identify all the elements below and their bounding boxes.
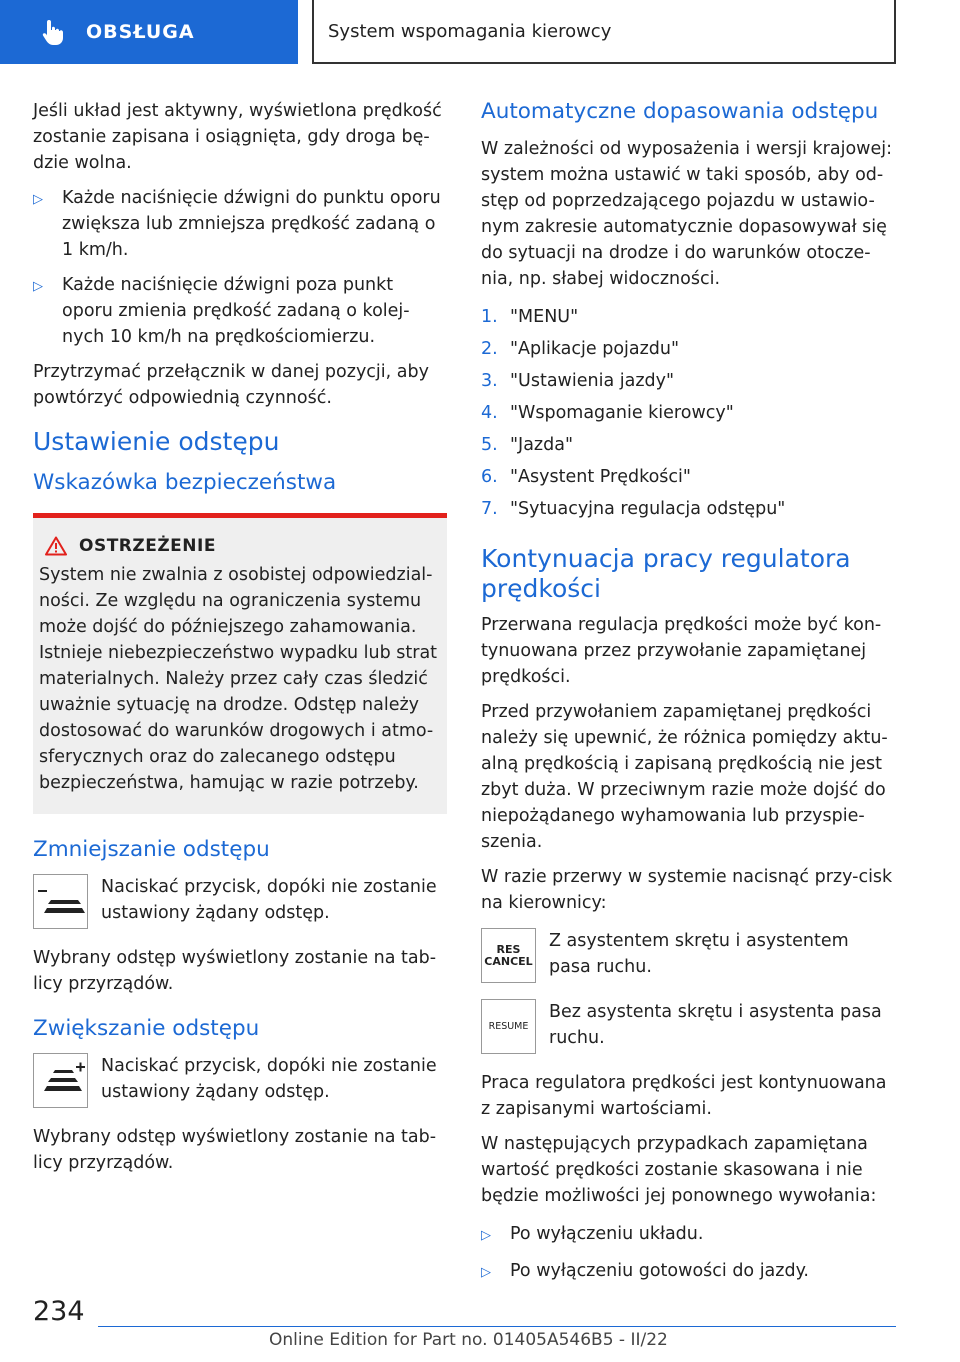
right-column xyxy=(481,98,895,1295)
resume-button-icon: RESUME xyxy=(481,999,536,1054)
triangle-bullet-icon: ▷ xyxy=(33,192,43,207)
decrease-text: Naciskać przycisk, dopóki nie zostanie ustawiony żądany odstęp. xyxy=(101,877,437,923)
heading-increase: Zwiększanie odstępu xyxy=(33,1016,260,1041)
list-item: ▷ Po wyłączeniu gotowości do jazdy. xyxy=(481,1258,895,1286)
triangle-bullet-icon: ▷ xyxy=(481,1228,491,1243)
hand-pointer-icon xyxy=(40,18,66,46)
heading-auto: Automatyczne dopasowania odstępu xyxy=(481,99,879,124)
resume-text: Bez asystenta skrętu i asystenta pasa ruchu. xyxy=(549,1002,882,1048)
page-number: 234 xyxy=(33,1296,85,1327)
edition-text: Online Edition for Part no. 01405A546B5 - II/22 xyxy=(269,1330,668,1350)
hold-paragraph: Przytrzymać przełącznik w danej pozycji, aby powtórzyć odpowiednią czynność. xyxy=(33,362,429,408)
res-cancel-row xyxy=(481,928,895,983)
warning-title: OSTRZEŻENIE xyxy=(79,536,216,556)
list-item: ▷ Każde naciśnięcie dźwigni poza punkt oporu zmienia prędkość zadaną o kolej-nych 10 km/h na prędkościomierzu. xyxy=(33,272,447,350)
section-tab xyxy=(0,0,298,64)
heading-continue: Kontynuacja pracy regulatora prędkości xyxy=(481,544,851,603)
left-column xyxy=(33,98,447,1185)
res-cancel-text: Z asystentem skrętu i asystentem pasa ruchu. xyxy=(549,931,849,977)
list-item: ▷ Po wyłączeniu układu. xyxy=(481,1221,895,1249)
chapter-title: System wspomagania kierowcy xyxy=(312,0,896,64)
increase-text: Naciskać przycisk, dopóki nie zostanie ustawiony żądany odstęp. xyxy=(101,1056,437,1102)
list-item: 5. "Jazda" xyxy=(481,435,574,455)
list-item: 7. "Sytuacyjna regulacja odstępu" xyxy=(481,499,786,519)
warning-box xyxy=(33,513,447,814)
intro-paragraph: Jeśli układ jest aktywny, wyświetlona prędkość zostanie zapisana i osiągnięta, gdy droga bę-dzie wolna. xyxy=(33,101,442,173)
triangle-bullet-icon: ▷ xyxy=(481,1265,491,1280)
warning-body: System nie zwalnia z osobistej odpowiedzial-ności. Ze względu na ograniczenia systemu może dojść do późniejszego zahamowania. Istnieje niebezpieczeństwo wypadku lub strat materialnych. Należy przez cały czas śledzić uważnie sytuację na drodze. Odstęp należy dostosować do warunków drogowych i atmo-sferycznych oraz do zalecanego odstępu bezpieczeństwa, hamując w razie potrzeby. xyxy=(39,565,438,793)
steps-list xyxy=(481,304,895,522)
resume-row xyxy=(481,999,895,1054)
list-item: 4. "Wspomaganie kierowcy" xyxy=(481,403,734,423)
continue-paragraph-5: W następujących przypadkach zapamiętana wartość prędkości zostanie skasowana i nie będzie możliwości jej ponownego wywołania: xyxy=(481,1134,877,1206)
heading-safety: Wskazówka bezpieczeństwa xyxy=(33,470,337,495)
increase-row xyxy=(33,1053,447,1108)
continue-paragraph-4: Praca regulatora prędkości jest kontynuowana z zapisanymi wartościami. xyxy=(481,1073,887,1119)
continue-paragraph-3: W razie przerwy w systemie nacisnąć przy-cisk na kierownicy: xyxy=(481,867,893,913)
list-item: ▷ Każde naciśnięcie dźwigni do punktu oporu zwiększa lub zmniejsza prędkość zadaną o 1 km/h. xyxy=(33,185,447,263)
distance-decrease-button-icon xyxy=(33,874,88,929)
heading-distance: Ustawienie odstępu xyxy=(33,427,280,456)
list-item: 1. "MENU" xyxy=(481,307,579,327)
triangle-bullet-icon: ▷ xyxy=(33,279,43,294)
heading-decrease: Zmniejszanie odstępu xyxy=(33,837,270,862)
list-item: 3. "Ustawienia jazdy" xyxy=(481,371,675,391)
decrease-row xyxy=(33,874,447,929)
res-cancel-button-icon: RES CANCEL xyxy=(481,928,536,983)
distance-increase-button-icon xyxy=(33,1053,88,1108)
continue-paragraph-1: Przerwana regulacja prędkości może być kon-tynuowana przez przywołanie zapamiętanej prędkości. xyxy=(481,615,882,687)
footer-divider xyxy=(98,1326,896,1327)
decrease-result: Wybrany odstęp wyświetlony zostanie na tab-licy przyrządów. xyxy=(33,948,437,994)
list-item: 2. "Aplikacje pojazdu" xyxy=(481,339,680,359)
list-item: 6. "Asystent Prędkości" xyxy=(481,467,691,487)
auto-paragraph: W zależności od wyposażenia i wersji krajowej: system można ustawić w taki sposób, aby od-stęp od poprzedzającego pojazdu w ustawio-nym zakresie automatycznie dopasowywał się do sytuacji na drodze i do warunków otocze-nia, np. słabej widoczności. xyxy=(481,139,893,289)
increase-result: Wybrany odstęp wyświetlony zostanie na tab-licy przyrządów. xyxy=(33,1127,437,1173)
warning-triangle-icon xyxy=(45,536,67,556)
section-label: OBSŁUGA xyxy=(86,21,195,43)
continue-paragraph-2: Przed przywołaniem zapamiętanej prędkości należy się upewnić, że różnica pomiędzy aktu-alną prędkością i zapisaną prędkością nie jest zbyt duża. W przeciwnym razie może dojść do niepożądanego wyhamowania lub przyspie-szenia. xyxy=(481,702,888,852)
